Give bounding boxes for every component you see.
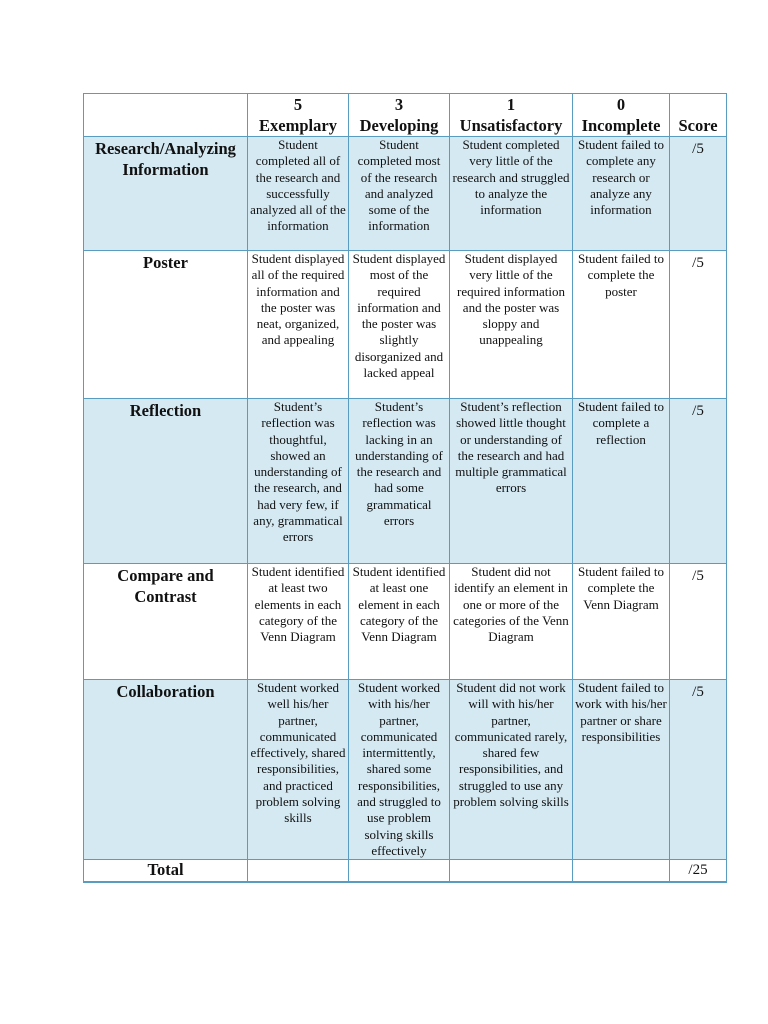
descriptor-cell: Student failed to complete the Venn Diagram [573,564,670,680]
score-cell: /5 [670,251,727,399]
descriptor-cell: Student’s reflection showed little thought or understanding of the research and had multiple grammatical errors [450,399,573,564]
header-criterion-blank [84,94,248,137]
criterion-label: Collaboration [84,680,248,860]
criterion-label: Research/Analyzing Information [84,137,248,251]
criterion-label: Poster [84,251,248,399]
descriptor-cell: Student identified at least two elements in each category of the Venn Diagram [248,564,349,680]
criterion-label: Reflection [84,399,248,564]
descriptor-cell: Student failed to complete a reflection [573,399,670,564]
header-row [84,94,727,137]
rubric-header [84,94,727,137]
descriptor-cell: Student failed to work with his/her partner or share responsibilities [573,680,670,860]
descriptor-cell: Student identified at least one element in each category of the Venn Diagram [349,564,450,680]
total-empty-cell [450,860,573,883]
score-cell: /5 [670,399,727,564]
header-level-incomplete [573,94,670,137]
total-empty-cell [349,860,450,883]
descriptor-cell: Student completed most of the research and analyzed some of the information [349,137,450,251]
descriptor-cell: Student worked well his/her partner, communicated effectively, shared responsibilities, and practiced problem solving skills [248,680,349,860]
descriptor-cell: Student worked with his/her partner, communicated intermittently, shared some responsibilities, and struggled to use problem solving skills effectively [349,680,450,860]
descriptor-cell: Student failed to complete any research or analyze any information [573,137,670,251]
rubric-row-collaboration [84,680,727,860]
descriptor-cell: Student failed to complete the poster [573,251,670,399]
rubric-row-total [84,860,727,883]
level-label: Unsatisfactory [459,116,563,135]
level-label: Incomplete [581,116,661,135]
total-score-cell: /25 [670,860,727,883]
score-cell: /5 [670,137,727,251]
descriptor-cell: Student displayed most of the required information and the poster was slightly disorganized and lacked appeal [349,251,450,399]
rubric-row-compare-contrast [84,564,727,680]
descriptor-cell: Student’s reflection was thoughtful, showed an understanding of the research, and had very few, if any, grammatical errors [248,399,349,564]
rubric-table [83,93,727,883]
score-label: Score [678,116,718,135]
level-label: Developing [359,116,439,135]
descriptor-cell: Student displayed all of the required information and the poster was neat, organized, and appealing [248,251,349,399]
descriptor-cell: Student’s reflection was lacking in an understanding of the research and had some grammatical errors [349,399,450,564]
descriptor-cell: Student did not identify an element in one or more of the categories of the Venn Diagram [450,564,573,680]
total-empty-cell [248,860,349,883]
score-cell: /5 [670,680,727,860]
descriptor-cell: Student completed all of the research and successfully analyzed all of the information [248,137,349,251]
descriptor-cell: Student did not work will with his/her partner, communicated rarely, shared few responsibilities, and struggled to use any problem solving skills [450,680,573,860]
level-points: 0 [616,95,626,114]
header-level-developing [349,94,450,137]
header-score [670,94,727,137]
total-empty-cell [573,860,670,883]
descriptor-cell: Student displayed very little of the required information and the poster was sloppy and unappealing [450,251,573,399]
rubric-body [84,137,727,883]
rubric-row-reflection [84,399,727,564]
level-points [670,94,726,115]
header-level-unsatisfactory [450,94,573,137]
criterion-label: Compare and Contrast [84,564,248,680]
total-label: Total [84,860,248,883]
level-label: Exemplary [259,116,337,135]
header-level-exemplary [248,94,349,137]
descriptor-cell: Student completed very little of the research and struggled to analyze the information [450,137,573,251]
score-cell: /5 [670,564,727,680]
level-points: 1 [506,95,516,114]
level-points: 5 [293,95,303,114]
level-points: 3 [394,95,404,114]
rubric-row-poster [84,251,727,399]
rubric-row-research [84,137,727,251]
